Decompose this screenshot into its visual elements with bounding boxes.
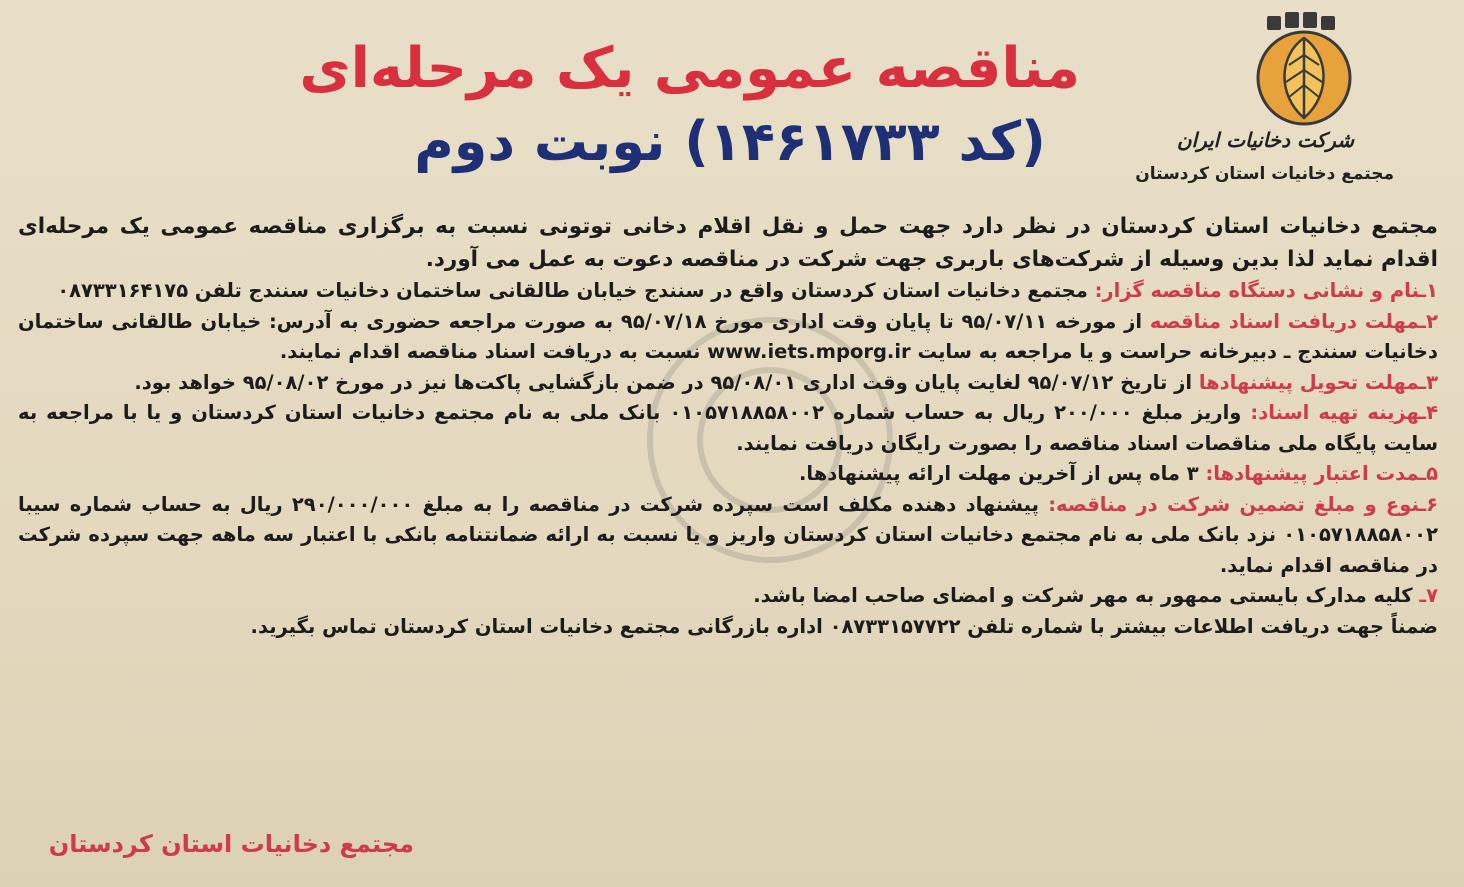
brand-name: شرکت دخانیات ایران bbox=[1176, 128, 1354, 152]
item-number: ۳ـ bbox=[1419, 370, 1438, 394]
item-text: از تاریخ ۹۵/۰۷/۱۲ لغایت پایان وقت اداری ۹۵/۰۸/۰۱ در ضمن بازگشایی پاکت‌ها نیز در مورخ ۹۵/۰۸/۰۲ خواهد بود. bbox=[134, 370, 1199, 394]
item-7 bbox=[18, 581, 1438, 612]
item-number: ۴ـ bbox=[1419, 401, 1438, 424]
item-text: پیشنهاد دهنده مکلف است سپرده شرکت در مناقصه را به مبلغ ۲۹۰/۰۰۰/۰۰۰ ریال به حساب شماره سیبا ۰۱۰۵۷۱۸۸۵۸۰۰۲ نزد بانک ملی به نام مجتمع دخانیات استان کردستان واریز و یا نسبت به ارائه ضمانتنامه بانکی با اعتبار سه ماهه جهت سپرده شرکت در مناقصه اقدام نماید. bbox=[18, 492, 1438, 577]
notice-code-round: (کد ۱۴۶۱۷۳۳) نوبت دوم bbox=[414, 110, 1046, 173]
notice-header bbox=[0, 0, 1464, 205]
item-label: هزینه تهیه اسناد: bbox=[1250, 401, 1420, 424]
notice-body bbox=[18, 210, 1438, 642]
item-text: از مورخه ۹۵/۰۷/۱۱ تا پایان وقت اداری مورخ ۹۵/۰۷/۱۸ به صورت مراجعه حضوری به آدرس: خیابان طالقانی ساختمان دخانیات سنندج ـ دبیرخانه حراست و یا مراجعه به سایت www.iets.mporg.ir نسبت به دریافت اسناد مناقصه اقدام نمایند. bbox=[18, 309, 1438, 363]
notice-title: مناقصه عمومی یک مرحله‌ای bbox=[299, 36, 1080, 101]
item-number: ۵ـ bbox=[1419, 462, 1438, 485]
item-6 bbox=[18, 490, 1438, 582]
item-label: نوع و مبلغ تضمین شرکت در مناقصه: bbox=[1048, 492, 1420, 516]
item-text: مجتمع دخانیات استان کردستان واقع در سنندج خیابان طالقانی ساختمان دخانیات سنندج تلفن ۰۸۷۳۳۱۶۴۱۷۵ bbox=[57, 279, 1095, 302]
item-text: واریز مبلغ ۲۰۰/۰۰۰ ریال به حساب شماره ۰۱۰۵۷۱۸۸۵۸۰۰۲ بانک ملی به نام مجتمع دخانیات استان کردستان و یا با مراجعه به سایت پایگاه ملی مناقصات اسناد مناقصه را بصورت رایگان دریافت نمایند. bbox=[18, 401, 1438, 455]
item-label: مهلت تحویل پیشنهادها bbox=[1198, 370, 1420, 394]
footer-organization: مجتمع دخانیات استان کردستان bbox=[48, 830, 414, 858]
closing-paragraph: ضمناً جهت دریافت اطلاعات بیشتر با شماره تلفن ۰۸۷۳۳۱۵۷۷۲۲ اداره بازرگانی مجتمع دخانیات استان کردستان تماس بگیرید. bbox=[250, 614, 1438, 638]
item-5 bbox=[18, 459, 1438, 490]
company-logo-block bbox=[1135, 10, 1394, 200]
item-number: ۲ـ bbox=[1419, 309, 1438, 333]
item-label: مهلت دریافت اسناد مناقصه bbox=[1149, 309, 1420, 333]
intro-paragraph: مجتمع دخانیات استان کردستان در نظر دارد جهت حمل و نقل اقلام دخانی توتونی نسبت به برگزاری مناقصه عمومی یک مرحله‌ای اقدام نماید لذا بدین وسیله از شرکت‌های باربری جهت شرکت در مناقصه دعوت به عمل می آورد. bbox=[18, 214, 1438, 272]
item-2 bbox=[18, 307, 1438, 368]
item-text: ۳ ماه پس از آخرین مهلت ارائه پیشنهادها. bbox=[799, 462, 1206, 485]
item-1 bbox=[18, 276, 1438, 307]
item-3 bbox=[18, 368, 1438, 399]
item-label: مدت اعتبار پیشنهادها: bbox=[1205, 462, 1420, 485]
item-text: کلیه مدارک بایستی ممهور به مهر شرکت و امضای صاحب امضا باشد. bbox=[753, 584, 1420, 607]
item-number: ۷ـ bbox=[1419, 584, 1438, 607]
item-label: نام و نشانی دستگاه مناقصه گزار: bbox=[1094, 279, 1420, 302]
tobacco-leaf-logo-icon bbox=[1249, 10, 1359, 130]
item-number: ۱ـ bbox=[1419, 279, 1438, 302]
item-4 bbox=[18, 398, 1438, 459]
item-number: ۶ـ bbox=[1419, 492, 1439, 516]
organization-name: مجتمع دخانیات استان کردستان bbox=[1135, 164, 1394, 184]
